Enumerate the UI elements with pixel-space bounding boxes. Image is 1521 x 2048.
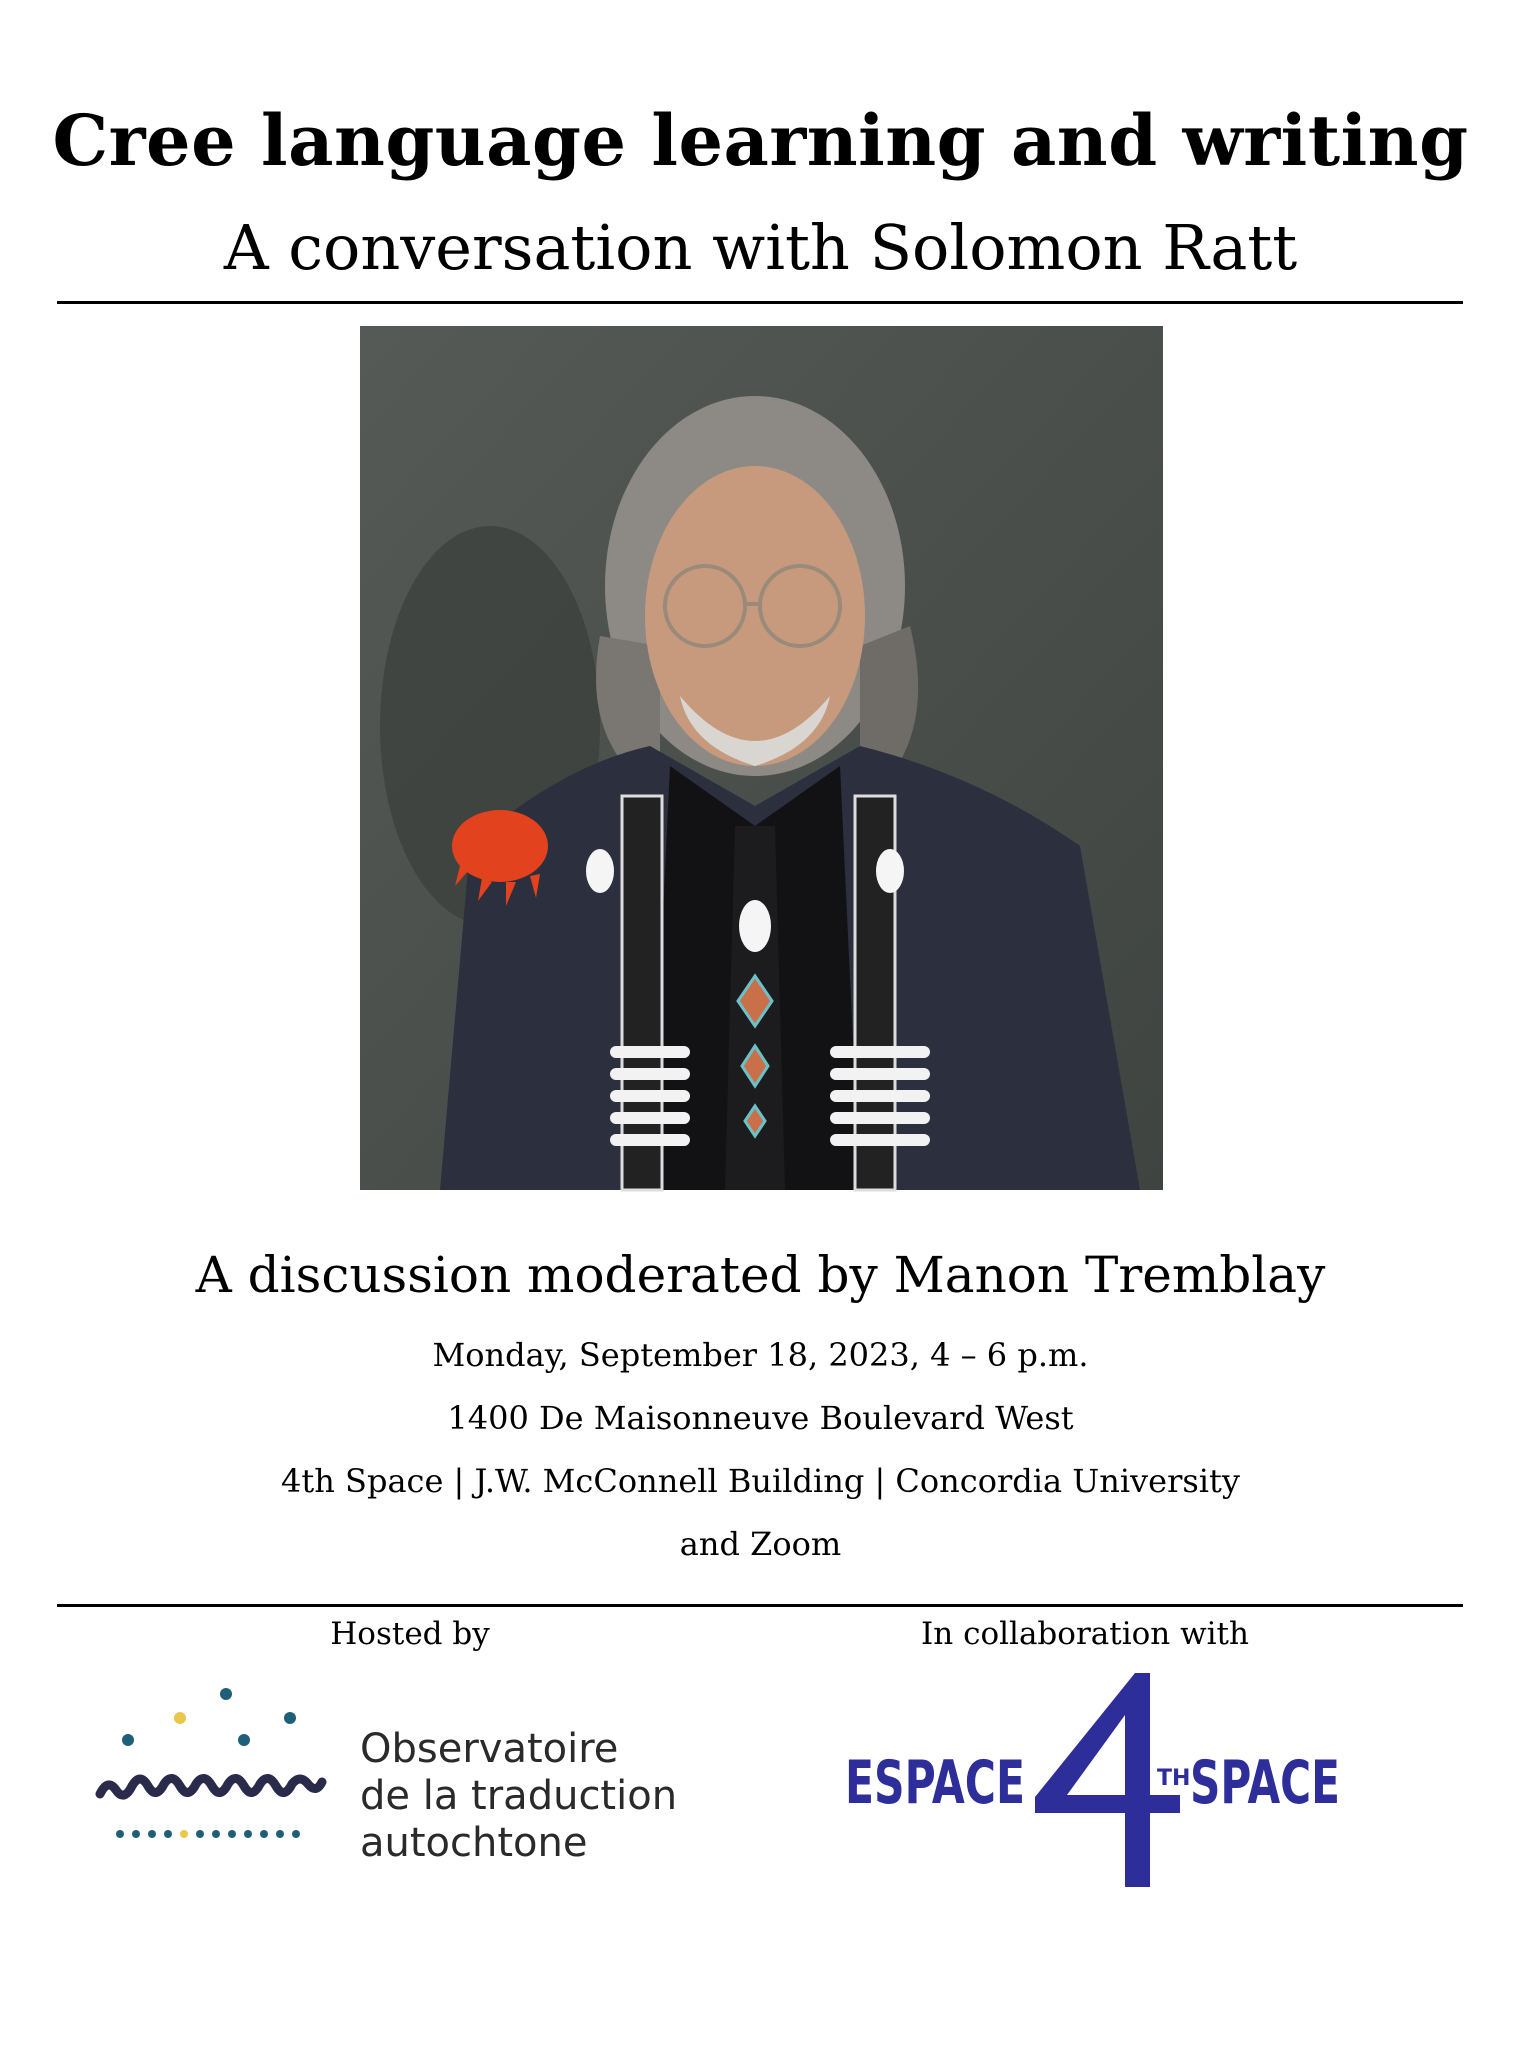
top-divider — [57, 301, 1463, 304]
portrait-photo — [360, 326, 1163, 1190]
bottom-divider — [57, 1604, 1463, 1607]
event-address: 1400 De Maisonneuve Boulevard West — [447, 1399, 1074, 1437]
ota-wordmark — [360, 1726, 677, 1867]
ota-line-1: Observatoire — [360, 1726, 619, 1772]
espace-word: ESPACE — [845, 1748, 1025, 1818]
ota-mark-icon — [92, 1682, 332, 1882]
ota-line-2: de la traduction — [360, 1773, 678, 1819]
event-date-time: Monday, September 18, 2023, 4 – 6 p.m. — [432, 1336, 1089, 1374]
fourth-space-logo — [845, 1665, 1345, 1895]
hosted-by-label: Hosted by — [330, 1616, 490, 1652]
event-online: and Zoom — [679, 1525, 842, 1563]
moderator-line: A discussion moderated by Manon Tremblay — [195, 1246, 1326, 1304]
space-word: SPACE — [1190, 1748, 1340, 1818]
page-subtitle: A conversation with Solomon Ratt — [223, 211, 1298, 284]
page-title: Cree language learning and writing — [52, 99, 1469, 182]
portrait-illustration — [360, 326, 1163, 1190]
event-venue: 4th Space | J.W. McConnell Building | Concordia University — [281, 1462, 1240, 1500]
collaboration-label: In collaboration with — [921, 1616, 1249, 1652]
th-superscript: TH — [1157, 1766, 1191, 1791]
fourth-space-wordmark — [845, 1665, 1345, 1895]
ota-line-3: autochtone — [360, 1820, 588, 1866]
ota-logo — [92, 1682, 732, 1882]
